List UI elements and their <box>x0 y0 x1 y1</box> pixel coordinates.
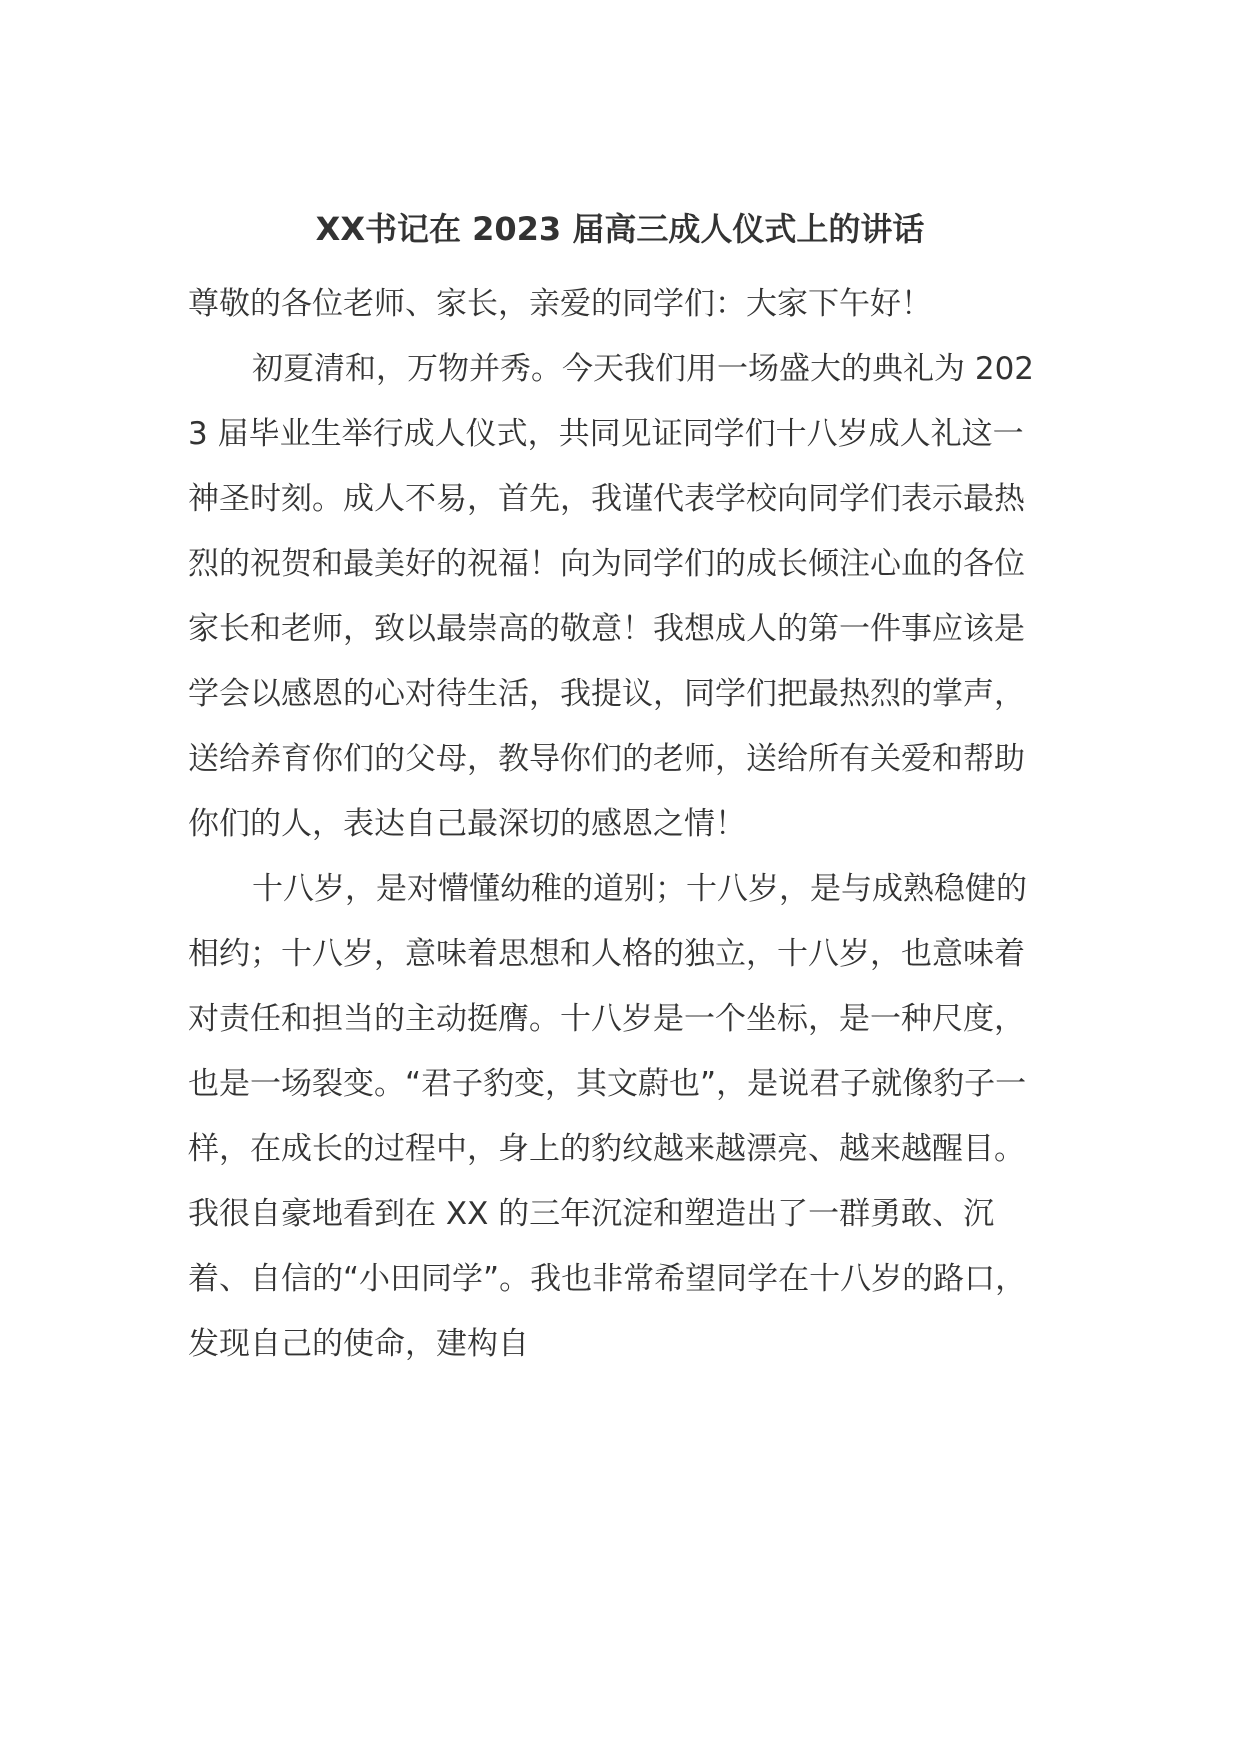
paragraph-opening: 初夏清和，万物并秀。今天我们用一场盛大的典礼为 2023 届毕业生举行成人仪式，共同见证同学们十八岁成人礼这一神圣时刻。成人不易，首先，我谨代表学校向同学们表示最热烈的祝贺和最美好的祝福！向为同学们的成长倾注心血的各位家长和老师，致以最崇高的敬意！我想成人的第一件事应该是学会以感恩的心对待生活，我提议，同学们把最热烈的掌声，送给养育你们的父母，教导你们的老师，送给所有关爱和帮助你们的人，表达自己最深切的感恩之情！ <box>188 351 1035 842</box>
document-body <box>188 272 1052 1377</box>
paragraph-eighteen: 十八岁，是对懵懂幼稚的道别；十八岁，是与成熟稳健的相约；十八岁，意味着思想和人格的独立，十八岁，也意味着对责任和担当的主动挺膺。十八岁是一个坐标，是一种尺度，也是一场裂变。“君子豹变，其文蔚也”，是说君子就像豹子一样，在成长的过程中，身上的豹纹越来越漂亮、越来越醒目。我很自豪地看到在 XX 的三年沉淀和塑造出了一群勇敢、沉着、自信的“小田同学”。我也非常希望同学在十八岁的路口，发现自己的使命，建构自 <box>188 871 1027 1362</box>
document-title: XX书记在 2023 届高三成人仪式上的讲话 <box>315 210 925 248</box>
salutation: 尊敬的各位老师、家长，亲爱的同学们：大家下午好！ <box>188 286 932 322</box>
